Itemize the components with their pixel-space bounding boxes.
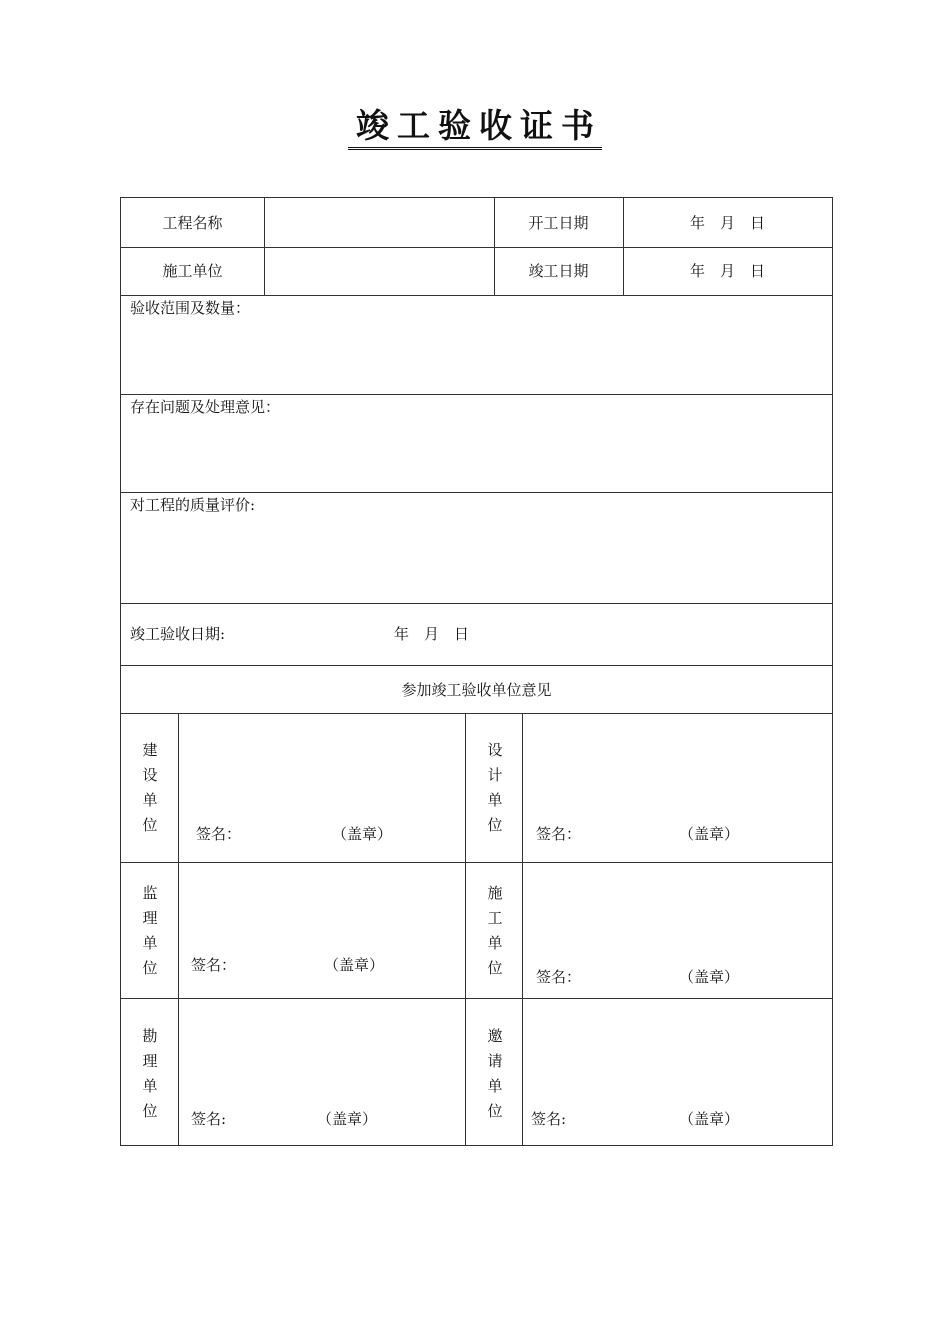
- seal-label: （盖章）: [317, 1110, 378, 1128]
- col-divider: [522, 713, 523, 1145]
- unit-label-invited: 邀 请 单 位: [487, 1027, 503, 1120]
- signature-label: 签名：: [536, 825, 582, 843]
- row-divider: [121, 713, 832, 714]
- unit-label-construction: 建 设 单 位: [142, 741, 158, 834]
- contractor-label: 施工单位: [162, 262, 223, 280]
- issues-label: 存在问题及处理意见：: [130, 398, 281, 416]
- signature-label: 签名：: [196, 825, 242, 843]
- row-divider: [121, 394, 832, 395]
- row-divider: [121, 247, 832, 248]
- seal-label: （盖章）: [679, 968, 740, 986]
- completion-date-label: 竣工日期: [528, 262, 589, 280]
- unit-label-design: 设 计 单 位: [487, 741, 503, 834]
- col-divider: [465, 713, 466, 1145]
- signature-label: 签名：: [536, 968, 582, 986]
- section-heading: 参加竣工验收单位意见: [401, 681, 552, 699]
- seal-label: （盖章）: [332, 825, 393, 843]
- acceptance-date-value: 年 月 日: [394, 625, 470, 643]
- row-divider: [121, 603, 832, 604]
- start-date-label: 开工日期: [528, 214, 589, 232]
- acceptance-date-label: 竣工验收日期:: [130, 625, 226, 643]
- row-divider: [121, 665, 832, 666]
- acceptance-form-table: [120, 197, 833, 1146]
- start-date-value: 年 月 日: [689, 214, 765, 232]
- completion-date-value: 年 月 日: [689, 262, 765, 280]
- unit-label-survey: 勘 理 单 位: [142, 1027, 158, 1120]
- signature-label: 签名:: [191, 1110, 227, 1128]
- row-divider: [121, 295, 832, 296]
- signature-label: 签名:: [531, 1110, 567, 1128]
- unit-label-contractor: 施 工 单 位: [487, 884, 503, 977]
- seal-label: （盖章）: [324, 956, 385, 974]
- seal-label: （盖章）: [679, 825, 740, 843]
- col-divider: [264, 198, 265, 295]
- quality-label: 对工程的质量评价:: [130, 496, 256, 514]
- signature-label: 签名：: [191, 956, 237, 974]
- unit-label-supervision: 监 理 单 位: [142, 884, 158, 977]
- row-divider: [121, 492, 832, 493]
- project-name-label: 工程名称: [162, 214, 223, 232]
- seal-label: （盖章）: [679, 1110, 740, 1128]
- row-divider: [121, 862, 832, 863]
- row-divider: [121, 998, 832, 999]
- page-title: 竣工验收证书: [0, 100, 950, 147]
- scope-label: 验收范围及数量：: [130, 299, 251, 317]
- col-divider: [178, 713, 179, 1145]
